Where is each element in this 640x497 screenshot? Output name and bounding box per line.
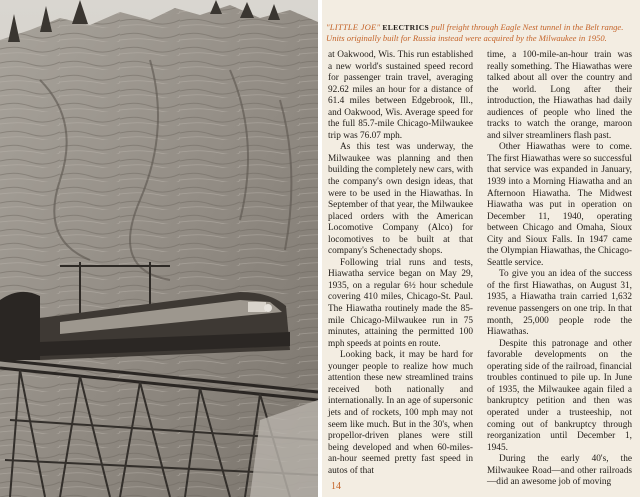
- text-column-left: [328, 50, 473, 477]
- page-number: 14: [331, 481, 341, 492]
- photograph-locomotive-tunnel: [0, 0, 318, 497]
- paragraph: To give you an idea of the success of the first Hiawathas, on August 31, 1935, a Hiawatha train carried 1,632 revenue passengers on one trip. In that month, 25,000 people rode the Hiawathas.: [487, 269, 632, 338]
- paragraph: Despite this patronage and other favorable developments on the operating side of the railroad, financial troubles continued to pile up. In June of 1935, the Milwaukee again filed a bankruptcy petition and then was operated under a trusteeship, not coming out of bankruptcy through reorganization until December 1, 1945.: [487, 338, 632, 453]
- paragraph: time, a 100-mile-an-hour train was really something. The Hiawathas were talked about all over the country and the world. Long after their introduction, the Hiawathas had daily audiences of people who lined the tracks to watch the orange, maroon and silver streamliners flash past.: [487, 50, 632, 141]
- caption-title: "LITTLE JOE": [326, 22, 381, 32]
- paragraph: As this test was underway, the Milwaukee was planning and then building the completely new cars, with the company's own design ideas, that were to be used in the Hiawathas. In September of that year, the Milwaukee placed orders with the American Locomotive Company (Alco) for locomotives to be built at that company's Schenectady shops.: [328, 142, 473, 257]
- photo-caption: [326, 22, 626, 44]
- caption-text: pull freight through Eagle Nest tunnel in the Belt range. Units originally built for Russia instead were acquired by the Milwaukee in 1950.: [326, 22, 624, 43]
- paragraph: Following trial runs and tests, Hiawatha service began on May 29, 1935, on a regular 6½ hour schedule covering 410 miles, Chicago-St. Paul. The Hiawatha routinely made the 85-mile Chicago-Milwaukee run in 75 minutes, attaining the permitted 100 mph speeds at points en route.: [328, 257, 473, 349]
- paragraph: Looking back, it may be hard for younger people to realize how much attention these new streamlined trains received both nationally and internationally. In an age of supersonic jets and of rockets, 100 mph may not seem like much. But in the 30's, when propellor-driven planes were still being developed and when 60-miles-an-hour seemed pretty fast speed in autos of that: [328, 350, 473, 476]
- caption-subject: ELECTRICS: [382, 23, 430, 32]
- paragraph: at Oakwood, Wis. This run established a new world's sustained speed record for passenger train travel, averaging 92.62 miles an hour for a distance of 61.4 miles between Edgebrook, Ill., and Oakwood, Wis. Average speed for the full 85.7-mile Chicago-Milwaukee trip was 76.07 mph.: [328, 50, 473, 141]
- paragraph: During the early 40's, the Milwaukee Road—and other railroads—did an awesome job of moving: [487, 454, 632, 488]
- paragraph: Other Hiawathas were to come. The first Hiawathas were so successful that service was expanded in January, 1939 into a Morning Hiawatha and an Afternoon Hiawatha. The Midwest Hiawatha was put in operation on December 11, 1940, operating between Chicago and Omaha, Sioux City and Sioux Falls. In 1947 came the Olympian Hiawathas, the Chicago-Seattle service.: [487, 142, 632, 268]
- text-column-right: [487, 50, 632, 489]
